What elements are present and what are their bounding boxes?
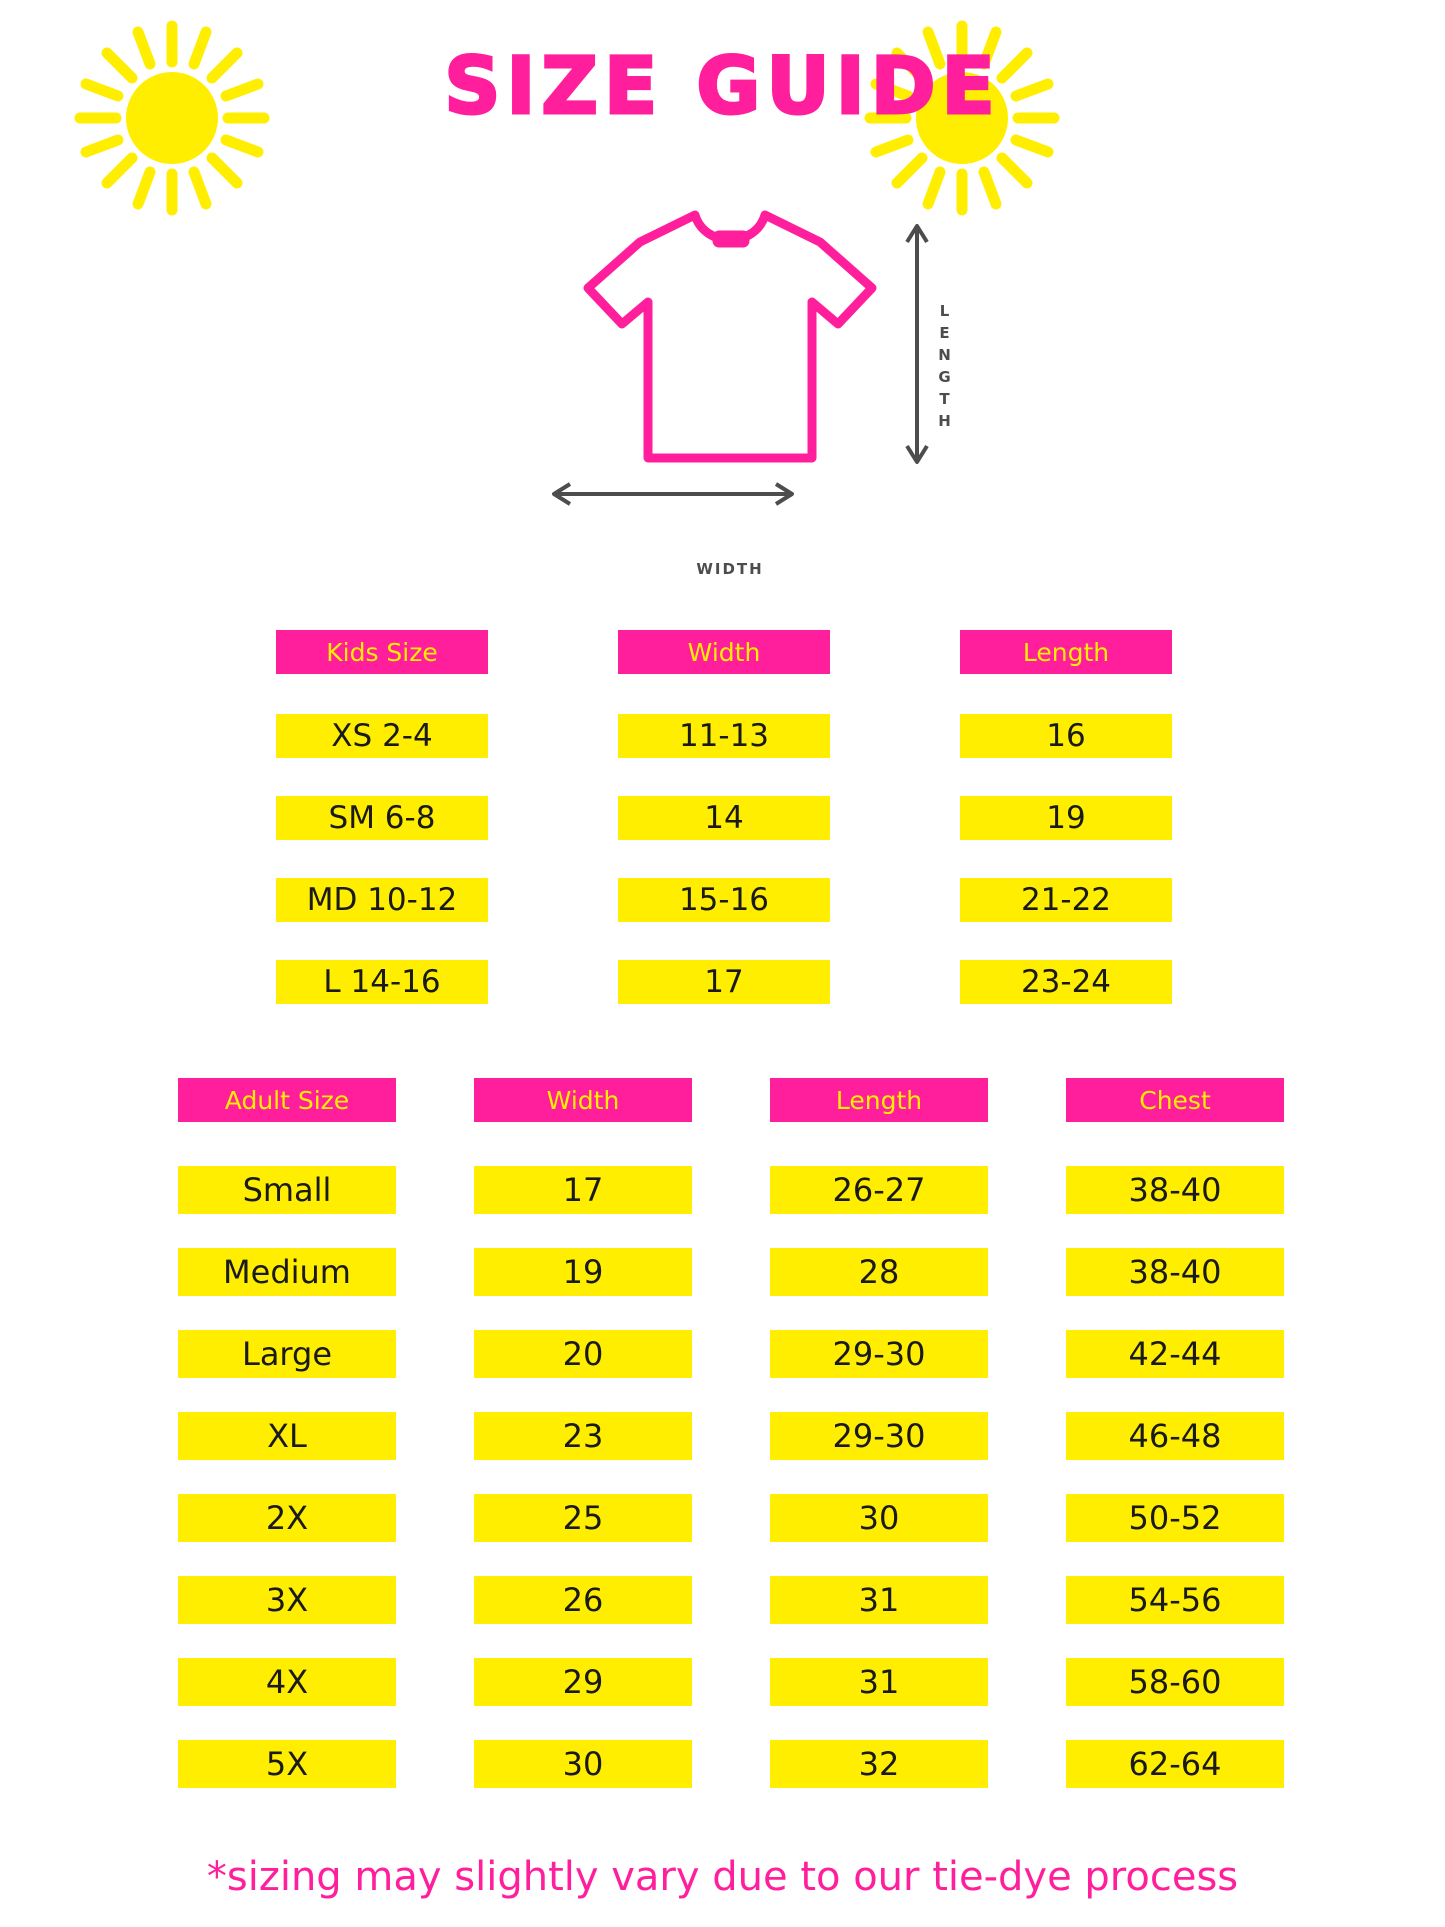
adult-column-size [178, 1078, 396, 1788]
adult-cell-size-3: XL [178, 1412, 396, 1460]
page-title: SIZE GUIDE [444, 42, 1001, 132]
adult-cell-length-7: 32 [770, 1740, 988, 1788]
kids-header-width: Width [618, 630, 830, 674]
kids-cell-length-3: 23-24 [960, 960, 1172, 1004]
adult-cell-size-1: Medium [178, 1248, 396, 1296]
kids-column-size [276, 630, 488, 1004]
adult-cell-length-1: 28 [770, 1248, 988, 1296]
adult-cell-width-5: 26 [474, 1576, 692, 1624]
adult-cell-length-4: 30 [770, 1494, 988, 1542]
adult-cell-width-1: 19 [474, 1248, 692, 1296]
kids-cell-size-2: MD 10-12 [276, 878, 488, 922]
adult-column-width [474, 1078, 692, 1788]
adult-cell-width-7: 30 [474, 1740, 692, 1788]
adult-column-length [770, 1078, 988, 1788]
sizing-disclaimer: *sizing may slightly vary due to our tie-dye process [206, 1854, 1239, 1900]
adult-cell-length-5: 31 [770, 1576, 988, 1624]
adult-cell-chest-5: 54-56 [1066, 1576, 1284, 1624]
adult-cell-length-6: 31 [770, 1658, 988, 1706]
adult-cell-chest-1: 38-40 [1066, 1248, 1284, 1296]
kids-header-size: Kids Size [276, 630, 488, 674]
tshirt-diagram [520, 190, 940, 590]
kids-cell-width-0: 11-13 [618, 714, 830, 758]
kids-size-table [276, 630, 1172, 1004]
adult-cell-chest-0: 38-40 [1066, 1166, 1284, 1214]
length-axis-label: L E N G T H [938, 302, 952, 430]
adult-cell-chest-7: 62-64 [1066, 1740, 1284, 1788]
adult-cell-size-6: 4X [178, 1658, 396, 1706]
kids-column-width [618, 630, 830, 1004]
kids-cell-width-2: 15-16 [618, 878, 830, 922]
adult-cell-width-0: 17 [474, 1166, 692, 1214]
adult-cell-width-2: 20 [474, 1330, 692, 1378]
kids-column-length [960, 630, 1172, 1004]
adult-cell-length-0: 26-27 [770, 1166, 988, 1214]
adult-cell-width-4: 25 [474, 1494, 692, 1542]
kids-cell-size-3: L 14-16 [276, 960, 488, 1004]
adult-header-width: Width [474, 1078, 692, 1122]
adult-cell-size-4: 2X [178, 1494, 396, 1542]
adult-cell-size-5: 3X [178, 1576, 396, 1624]
kids-cell-size-1: SM 6-8 [276, 796, 488, 840]
adult-size-table [178, 1078, 1284, 1788]
adult-header-length: Length [770, 1078, 988, 1122]
adult-cell-chest-2: 42-44 [1066, 1330, 1284, 1378]
adult-cell-chest-4: 50-52 [1066, 1494, 1284, 1542]
adult-header-size: Adult Size [178, 1078, 396, 1122]
adult-cell-length-3: 29-30 [770, 1412, 988, 1460]
kids-cell-size-0: XS 2-4 [276, 714, 488, 758]
kids-cell-length-1: 19 [960, 796, 1172, 840]
adult-cell-size-0: Small [178, 1166, 396, 1214]
adult-cell-width-6: 29 [474, 1658, 692, 1706]
kids-cell-width-3: 17 [618, 960, 830, 1004]
kids-cell-width-1: 14 [618, 796, 830, 840]
adult-cell-size-7: 5X [178, 1740, 396, 1788]
adult-cell-size-2: Large [178, 1330, 396, 1378]
adult-cell-chest-3: 46-48 [1066, 1412, 1284, 1460]
kids-cell-length-0: 16 [960, 714, 1172, 758]
width-axis-label: WIDTH [696, 560, 764, 578]
adult-cell-width-3: 23 [474, 1412, 692, 1460]
adult-cell-length-2: 29-30 [770, 1330, 988, 1378]
adult-cell-chest-6: 58-60 [1066, 1658, 1284, 1706]
kids-header-length: Length [960, 630, 1172, 674]
adult-column-chest [1066, 1078, 1284, 1788]
adult-header-chest: Chest [1066, 1078, 1284, 1122]
kids-cell-length-2: 21-22 [960, 878, 1172, 922]
